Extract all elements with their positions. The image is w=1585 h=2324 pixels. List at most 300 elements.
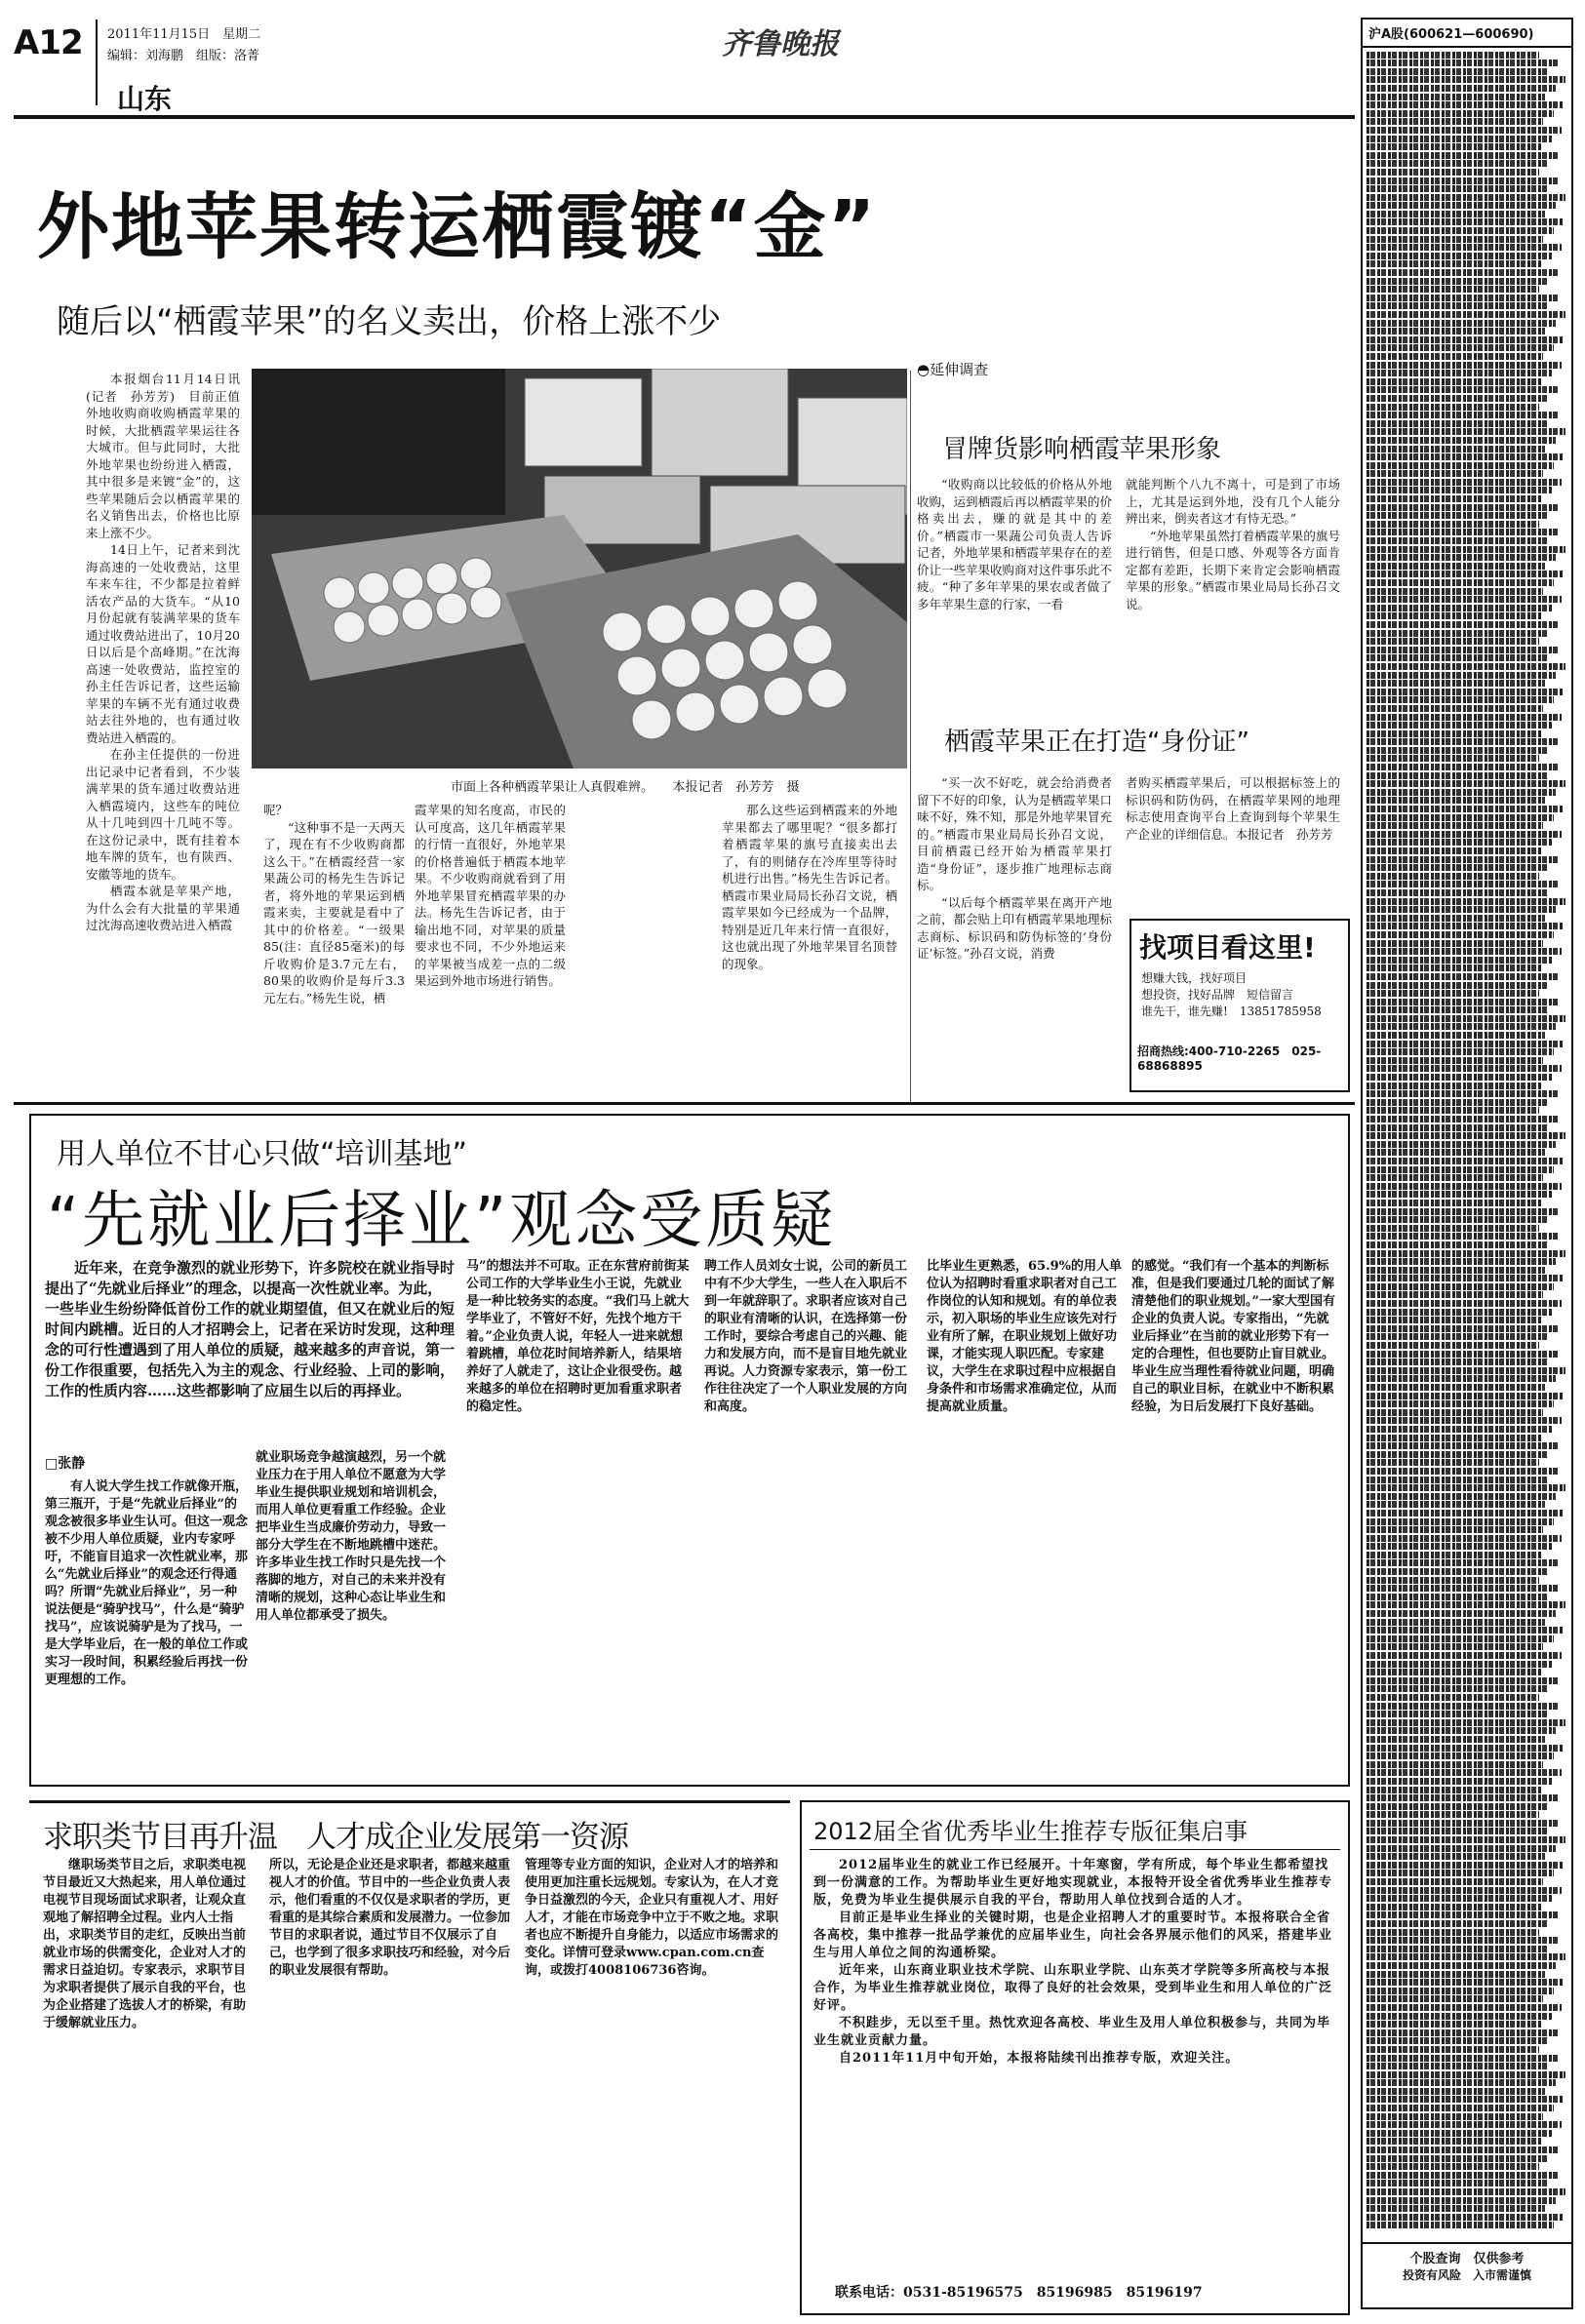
stock-row-texture	[1367, 1459, 1539, 1466]
sidebar-title: 冒牌货影响栖霞苹果形象	[942, 435, 1222, 464]
editors: 编辑：刘海鹏 组版：洛菁	[107, 49, 260, 63]
stock-row-texture	[1367, 1233, 1558, 1240]
story1-col1-para: 14日上午，记者来到沈海高速的一处收费站，这里车来车往，不少都是拉着鲜活农产品的大货车。“从10月份起就有装满苹果的货车通过收费站进出了，10月20日以后是个高峰期。”在沈海高速一处收费站，监控室的孙主任告诉记者，这些运输苹果的车辆不光有通过收费站去往外地的，也有通过收费站进入栖霞的。	[86, 542, 240, 745]
stock-row-texture	[1367, 1023, 1556, 1030]
stock-row-texture	[1367, 1501, 1545, 1508]
stock-row-texture	[1367, 1568, 1549, 1575]
stock-row-texture	[1367, 1870, 1554, 1876]
stock-row-texture	[1367, 1946, 1547, 1952]
story4-para: 自2011年11月中旬开始，本报将陆续刊出推荐专版，欢迎关注。	[839, 2051, 1240, 2066]
story1-col1-para: 本报烟台11月14日讯(记者 孙芳芳) 目前正值外地收购商收购栖霞苹果的时候，大批栖霞苹果运往各大城市。但与此同时，大批外地苹果也纷纷进入栖霞，其中很多是来镀“金”的，这些苹果随后会以栖霞苹果的名义销售出去，价格也比原来上涨不少。	[86, 372, 240, 540]
stock-row-texture	[1367, 940, 1543, 947]
stock-row-texture	[1367, 68, 1547, 75]
stock-row-texture	[1367, 487, 1552, 493]
stock-row-texture	[1367, 789, 1556, 796]
stock-row-texture	[1367, 1351, 1558, 1358]
stock-row-texture	[1367, 1727, 1556, 1734]
stock-row-texture	[1367, 328, 1545, 335]
stock-row-texture	[1367, 278, 1549, 285]
stock-row-texture	[1367, 2205, 1545, 2212]
stock-row-texture	[1367, 537, 1547, 544]
sidebar-title2: 栖霞苹果正在打造“身份证”	[944, 728, 1249, 757]
stock-row-texture	[1367, 1761, 1543, 1768]
stock-row-texture	[1367, 1510, 1564, 1517]
stock-row-texture	[1367, 2105, 1554, 2111]
stock-row-texture	[1367, 772, 1547, 779]
stock-row-texture	[1367, 52, 1539, 59]
stock-row-texture	[1367, 1535, 1562, 1542]
stock-row-texture	[1367, 2096, 1564, 2103]
stock-row-texture	[1367, 386, 1560, 393]
stock-row-texture	[1367, 948, 1562, 955]
stock-footer2: 投资有风险 入市需谨慎	[1402, 2268, 1531, 2282]
stock-row-texture	[1367, 1585, 1558, 1592]
stock-row-texture	[1367, 1778, 1552, 1785]
stock-row-texture	[1367, 1543, 1552, 1550]
stock-row-texture	[1367, 2138, 1541, 2145]
issue-date: 2011年11月15日 星期二	[107, 27, 261, 42]
stock-row-texture	[1367, 110, 1554, 117]
stock-row-texture	[1367, 260, 1541, 267]
stock-row-texture	[1367, 999, 1558, 1005]
story1-col1-para: 在孙主任提供的一份进出记录中记者看到，不少装满苹果的货车通过收费站进入栖霞境内，这些车的吨位从十几吨到四十几吨不等。在这份记录中，既有挂着本地车牌的货车，也有陕西、安徽等地的货车。	[86, 747, 240, 882]
stock-row-texture	[1367, 2063, 1547, 2069]
stock-row-texture	[1367, 143, 1541, 150]
stock-row-texture	[1367, 1275, 1564, 1281]
stock-row-texture	[1367, 118, 1543, 125]
stock-row-texture	[1367, 428, 1565, 435]
story3-top-rule	[29, 1800, 790, 1803]
stock-row-texture	[1367, 311, 1565, 318]
stock-row-texture	[1367, 2147, 1560, 2153]
stock-row-texture	[1367, 1241, 1547, 1248]
story2-headline: “先就业后择业”观念受质疑	[47, 1185, 837, 1257]
stock-row-texture	[1367, 1191, 1552, 1198]
stock-row-texture	[1367, 1291, 1543, 1298]
stock-row-texture	[1367, 2013, 1552, 2020]
stock-rows	[1363, 48, 1571, 2242]
stock-row-texture	[1367, 906, 1556, 913]
stock-row-texture	[1367, 982, 1549, 989]
stock-row-texture	[1367, 847, 1541, 854]
stock-row-texture	[1367, 722, 1552, 729]
stock-row-texture	[1367, 1995, 1543, 2002]
stock-row-texture	[1367, 1099, 1549, 1106]
stock-row-texture	[1367, 1149, 1545, 1156]
masthead-divider	[96, 20, 98, 105]
stock-row-texture	[1367, 1862, 1564, 1869]
stock-row-texture	[1367, 1484, 1565, 1491]
stock-row-texture	[1367, 1669, 1541, 1675]
stock-row-texture	[1367, 1309, 1552, 1316]
stock-row-texture	[1367, 1409, 1543, 1416]
story2-col3: 聘工作人员刘女士说，公司的新员工中有不少大学生，一些人在入职后不到一年就辞职了。求职者应该对自己的职业有清晰的认识，在选择第一份工作时，要综合考虑自己的兴趣、能力和发展方向，而不是盲目地先就业再说。人力资源专家表示，第一份工作往往决定了一个人职业发展的方向和高度。	[704, 1259, 908, 1414]
stock-row-texture	[1367, 462, 1554, 469]
stock-row-texture	[1367, 1601, 1565, 1608]
stock-row-texture	[1367, 362, 1562, 369]
stock-row-texture	[1367, 747, 1549, 754]
sidebar-colC-para: “以后每个栖霞苹果在离开产地之前，都会贴上印有栖霞苹果地理标志商标、标识码和防伪标签的‘身份证’标签。”孙召文说，消费	[917, 894, 1112, 961]
stock-row-texture	[1367, 1057, 1543, 1064]
story4-contact: 联系电话：0531-85196575 85196985 85196197	[835, 2285, 1203, 2301]
stock-row-texture	[1367, 1158, 1564, 1164]
story3-col0: 继职场类节目之后，求职类电视节目最近又大热起来，用人单位通过电视节目现场面试求职者，让观众直观地了解招聘全过程。业内人士指出，求职类节目的走红，反映出当前就业市场的供需变化，企业对人才的需求日益迫切。专家表示，求职节目为求职者提供了展示自我的平台，也为企业搭建了选拔人才的桥梁，有助于缓解就业压力。	[43, 1858, 247, 2030]
stock-row-texture	[1367, 1384, 1545, 1391]
stock-row-texture	[1367, 2188, 1565, 2195]
stock-row-texture	[1367, 1811, 1539, 1818]
ad-title: 找项目看这里!	[1139, 931, 1316, 964]
stock-row-texture	[1367, 218, 1564, 225]
stock-row-texture	[1367, 1468, 1558, 1475]
story1-col1-para: 栖霞本就是苹果产地，为什么会有大批量的苹果通过沈海高速收费站进入栖霞	[86, 884, 240, 932]
stock-row-texture	[1367, 1442, 1560, 1449]
sidebar-colB-para: “外地苹果虽然打着栖霞苹果的旗号进行销售，但是口感、外观等各方面肯定都有差距，长期下来肯定会影响栖霞苹果的形象。”栖霞市果业局局长孙召文说。	[1126, 528, 1340, 611]
stock-row-texture	[1367, 1359, 1547, 1365]
stock-row-texture	[1367, 1769, 1562, 1776]
stock-row-texture	[1367, 202, 1556, 209]
stock-row-texture	[1367, 806, 1564, 812]
stock-row-texture	[1367, 1920, 1549, 1927]
stock-row-texture	[1367, 1183, 1562, 1190]
story1-col2-para: 呢？	[263, 803, 289, 817]
stock-row-texture	[1367, 714, 1562, 721]
stock-row-texture	[1367, 1400, 1554, 1407]
stock-row-texture	[1367, 1895, 1552, 1902]
stock-row-texture	[1367, 1325, 1560, 1332]
stock-row-texture	[1367, 1929, 1539, 1936]
stock-row-texture	[1367, 177, 1558, 184]
stock-row-texture	[1367, 101, 1564, 108]
stock-row-texture	[1367, 1836, 1565, 1843]
story1-headline: 外地苹果转运栖霞镀“金”	[37, 185, 878, 269]
stock-row-texture	[1367, 1074, 1552, 1081]
stock-row-texture	[1367, 404, 1539, 411]
sidebar-colB-para: 就能判断个八九不离十，可是到了市场上，尤其是运到外地，没有几个人能分辨出来，倒卖者这才有恃无恐。”	[1126, 477, 1340, 526]
stock-row-texture	[1367, 420, 1547, 427]
story2-kicker: 用人单位不甘心只做“培训基地”	[57, 1137, 468, 1171]
stock-row-texture	[1367, 1317, 1541, 1323]
apple-boxes-image	[252, 369, 907, 768]
stock-row-texture	[1367, 1032, 1545, 1039]
stock-row-texture	[1367, 1258, 1556, 1265]
stock-row-texture	[1367, 2163, 1539, 2170]
stock-row-texture	[1367, 1803, 1549, 1810]
stock-row-texture	[1367, 244, 1562, 251]
stock-row-texture	[1367, 1141, 1556, 1148]
stock-row-texture	[1367, 1745, 1564, 1752]
stock-row-texture	[1367, 2222, 1554, 2228]
stock-row-texture	[1367, 647, 1558, 653]
sidebar-divider	[910, 371, 911, 1102]
stock-row-texture	[1367, 1200, 1541, 1206]
stock-row-texture	[1367, 1174, 1543, 1181]
sidebar-colD	[1126, 774, 1340, 901]
story1-col3-para: 霞苹果的知名度高，市民的认可度高，这几年栖霞苹果的行情一直很好，外地苹果的价格普遍低于栖霞本地苹果。不少收购商就看到了用外地苹果冒充栖霞苹果的办法。杨先生告诉记者，由于输出地不同，对苹果的质量要求也不同，不少外地运来的苹果被当成差一点的二级果运到外地市场进行销售。	[415, 803, 566, 988]
stock-row-texture	[1367, 764, 1558, 770]
story3-col1: 所以，无论是企业还是求职者，都越来越重视人才的价值。节目中的一些企业负责人表示，他们看重的不仅仅是求职者的学历，更看重的是其综合素质和发展潜力。一位参加节目的求职者说，通过节目不仅展示了自己，也学到了很多求职技巧和经验，对今后的职业发展很有帮助。	[269, 1858, 511, 1978]
stock-row-texture	[1367, 1820, 1558, 1827]
stock-row-texture	[1367, 1787, 1541, 1793]
stock-row-texture	[1367, 512, 1549, 519]
stock-row-texture	[1367, 412, 1558, 418]
stock-row-texture	[1367, 353, 1543, 360]
stock-row-texture	[1367, 1661, 1552, 1668]
ad-hotline: 招商热线:400-710-2265 025-68868895	[1137, 1044, 1322, 1073]
stock-row-texture	[1367, 1937, 1558, 1944]
stock-row-texture	[1367, 554, 1556, 561]
stock-row-texture	[1367, 957, 1552, 964]
stock-row-texture	[1367, 302, 1547, 309]
stock-row-texture	[1367, 923, 1564, 929]
stock-row-texture	[1367, 546, 1565, 553]
stock-row-texture	[1367, 2180, 1547, 2186]
stock-row-texture	[1367, 1333, 1549, 1340]
stock-row-texture	[1367, 1594, 1547, 1600]
stock-row-texture	[1367, 1367, 1565, 1374]
story1-bottom-rule	[14, 1102, 1355, 1105]
story3-headline: 求职类节目再升温 人才成企业发展第一资源	[43, 1820, 628, 1855]
stock-row-texture	[1367, 185, 1547, 192]
stock-row-texture	[1367, 470, 1543, 477]
stock-row-texture	[1367, 1393, 1564, 1399]
stock-row-texture	[1367, 1853, 1545, 1860]
stock-row-texture	[1367, 2004, 1562, 2011]
stock-row-texture	[1367, 1417, 1562, 1424]
story2-col4: 比毕业生更熟悉，65.9%的用人单位认为招聘时看重求职者对自己工作岗位的认知和规划。有的单位表示，初入职场的毕业生应该先对行业有所了解，在职业规划上做好功课，才能实现人职匹配。专家建议，大学生在求职过程中应根据自身条件和市场需求准确定位，从而提高就业质量。	[927, 1259, 1122, 1414]
stock-row-texture	[1367, 1283, 1554, 1290]
stock-row-texture	[1367, 211, 1545, 217]
sidebar-colD-para: 者购买栖霞苹果后，可以根据标签上的标识码和防伪码，在栖霞苹果网的地理标志使用查询平台上查询到每个苹果生产企业的详细信息。本报记者 孙芳芳	[1126, 775, 1340, 842]
story4-body	[813, 1857, 1336, 2266]
story1-col4-para: 那么这些运到栖霞来的外地苹果都去了哪里呢？“很多都打着栖霞苹果的旗号直接卖出去了，有的则储存在冷库里等待时机进行出售。”杨先生告诉记者。栖霞市果业局局长孙召文说，栖霞苹果如今已经成为一个品牌，特别是近几年来行情一直很好，这也就出现了外地苹果冒名顶替的现象。	[722, 803, 897, 971]
stock-row-texture	[1367, 2055, 1558, 2062]
sidebar-tag-label: 延伸调查	[930, 361, 989, 378]
stock-row-texture	[1367, 612, 1541, 619]
stock-row-texture	[1367, 253, 1552, 259]
stock-row-texture	[1367, 881, 1558, 887]
story1-col3	[415, 802, 566, 1094]
stock-row-texture	[1367, 2029, 1560, 2036]
story2-col2: 马”的想法并不可取。正在东营府前街某公司工作的大学毕业生小王说，先就业是一种比较务实的态度。“我们马上就大学毕业了，不管好不好，先找个地方干着。”企业负责人说，年轻人一进来就想着跳槽，单位花时间培养新人，结果培养好了人就走了，这让企业很受伤。越来越多的单位在招聘时更加看重求职者的稳定性。	[466, 1259, 690, 1414]
stock-row-texture	[1367, 269, 1560, 276]
stock-row-texture	[1367, 370, 1552, 376]
stock-row-texture	[1367, 965, 1541, 971]
stock-row-texture	[1367, 1451, 1549, 1458]
stock-row-texture	[1367, 814, 1554, 821]
stock-row-texture	[1367, 1132, 1565, 1139]
sidebar-colA	[917, 476, 1112, 729]
stock-row-texture	[1367, 680, 1545, 687]
sidebar-tag	[917, 359, 988, 379]
stock-row-texture	[1367, 856, 1560, 863]
stock-row-texture	[1367, 295, 1558, 301]
stock-row-texture	[1367, 621, 1560, 628]
story1-col1	[86, 371, 240, 1094]
stock-row-texture	[1367, 1559, 1560, 1566]
stock-row-texture	[1367, 1988, 1554, 1994]
stock-row-texture	[1367, 689, 1564, 695]
story2-col1: 就业职场竞争越演越烈，另一个就业压力在于用人单位不愿意为大学毕业生提供职业规划和培训机会，而用人单位更看重工作经验。企业把毕业生当成廉价劳动力，导致一部分大学生在不断地跳槽中迷茫。许多毕业生找工作时只是先找一个落脚的地方，对自己的未来并没有清晰的规划，这种心态让毕业生和用人单位都承受了损失。	[256, 1450, 447, 1623]
stock-row-texture	[1367, 1225, 1539, 1232]
stock-row-texture	[1367, 864, 1549, 871]
stock-row-texture	[1367, 453, 1564, 460]
brand-logo: 齐鲁晚报	[722, 27, 839, 61]
stock-row-texture	[1367, 2214, 1564, 2221]
stock-row-texture	[1367, 236, 1543, 243]
stock-row-texture	[1367, 1619, 1545, 1626]
stock-row-texture	[1367, 1216, 1549, 1223]
stock-row-texture	[1367, 1652, 1562, 1659]
stock-row-texture	[1367, 730, 1541, 737]
stock-row-texture	[1367, 227, 1554, 234]
story2-byline: □张静	[45, 1456, 86, 1472]
stock-row-texture	[1367, 1911, 1560, 1918]
stock-row-texture	[1367, 1267, 1545, 1274]
stock-row-texture	[1367, 605, 1552, 611]
stock-row-texture	[1367, 1971, 1545, 1978]
stock-row-texture	[1367, 437, 1556, 444]
stock-row-texture	[1367, 654, 1547, 661]
stock-row-texture	[1367, 873, 1539, 880]
stock-row-texture	[1367, 1083, 1541, 1089]
stock-row-texture	[1367, 286, 1539, 293]
stock-row-texture	[1367, 344, 1554, 351]
stock-row-texture	[1367, 378, 1541, 385]
stock-row-texture	[1367, 1694, 1539, 1701]
stock-row-texture	[1367, 2113, 1543, 2120]
stock-row-texture	[1367, 563, 1545, 570]
stock-row-texture	[1367, 780, 1565, 787]
stock-row-texture	[1367, 672, 1556, 679]
stock-row-texture	[1367, 136, 1552, 142]
stock-row-texture	[1367, 1719, 1565, 1726]
stock-row-texture	[1367, 127, 1562, 134]
story2-col5: 的感觉。“我们有一个基本的判断标准，但是我们要通过几轮的面试了解清楚他们的职业规划。”一家大型国有企业的负责人说。专家指出，“先就业后择业”在当前的就业形势下有一定的合理性，但也要防止盲目就业。毕业生应当理性看待就业问题，明确自己的职业目标，在就业中不断积累经验，为日后发展打下良好基础。	[1131, 1259, 1335, 1414]
stock-row-texture	[1367, 1711, 1547, 1717]
stock-row-texture	[1367, 94, 1545, 100]
stock-row-texture	[1367, 2021, 1541, 2028]
stock-row-texture	[1367, 160, 1549, 167]
stock-row-texture	[1367, 2121, 1562, 2128]
stock-row-texture	[1367, 2046, 1539, 2053]
story1-col4	[722, 802, 897, 1094]
sidebar-colB	[1126, 476, 1340, 729]
stock-row-texture	[1367, 1526, 1543, 1533]
stock-row-texture	[1367, 59, 1558, 66]
stock-row-texture	[1367, 638, 1539, 645]
stock-row-texture	[1367, 1065, 1562, 1072]
stock-row-texture	[1367, 1887, 1562, 1894]
stock-row-texture	[1367, 2088, 1545, 2095]
ad-line2: 想投资，找好品牌 短信留言	[1141, 988, 1294, 1002]
story4-headline-rule	[810, 1849, 1340, 1850]
ad-line1: 想赚大钱，找好项目	[1141, 971, 1248, 985]
story1-col2	[263, 802, 405, 1094]
stock-row-texture	[1367, 1518, 1554, 1525]
stock-row-texture	[1367, 2130, 1552, 2137]
stock-row-texture	[1367, 1552, 1541, 1558]
stock-row-texture	[1367, 2079, 1556, 2086]
story4-headline: 2012届全省优秀毕业生推荐专版征集启事	[813, 1818, 1248, 1845]
stock-row-texture	[1367, 2071, 1565, 2078]
stock-row-texture	[1367, 1635, 1554, 1642]
story4-para: 近年来，山东商业职业技术学院、山东职业学院、山东英才学院等多所高校与本报合作，为毕业生推荐就业岗位，取得了良好的社会效果，受到毕业生和用人单位的广泛好评。	[813, 1963, 1333, 2013]
stock-row-texture	[1367, 1736, 1545, 1743]
stock-row-texture	[1367, 446, 1545, 453]
stock-row-texture	[1367, 169, 1539, 176]
stock-row-texture	[1367, 1828, 1547, 1834]
stock-row-texture	[1367, 194, 1565, 201]
stock-row-texture	[1367, 1375, 1556, 1382]
story1-subhead: 随后以“栖霞苹果”的名义卖出，价格上涨不少	[57, 302, 722, 341]
stock-row-texture	[1367, 1342, 1539, 1349]
stock-row-texture	[1367, 504, 1560, 511]
story2-lede: 近年来，在竞争激烈的就业形势下，许多院校在就业指导时提出了“先就业后择业”的理念，以提高一次性就业率。为此，一些毕业生纷纷降低首份工作的就业期望值，但又在就业后的短时间内跳槽。近日的人才招聘会上，记者在采访时发现，这种理念的可行性遭遇到了用人单位的质疑，越来越多的声音说，第一份工作很重要，包括先入为主的观念、行业经验、上司的影响，工作的性质内容……这些都影响了应届生以后的再择业。	[45, 1259, 455, 1399]
stock-row-texture	[1367, 1048, 1554, 1055]
stock-row-texture	[1367, 2172, 1558, 2179]
story2-col0: 有人说大学生找工作就像开瓶，第三瓶开，于是“先就业后择业”的观念被很多毕业生认可。但这一观念被不少用人单位质疑，业内专家呼吁，不能盲目追求一次性就业率，那么“先就业后择业”的观念还行得通吗？所谓“先就业后择业”，另一种说法便是“骑驴找马”，什么是“骑驴找马”，应该说骑驴是为了找马，一是大学毕业后，在一般的单位工作或实习一段时间，积累经验后再找一份更理想的工作。	[45, 1479, 248, 1687]
stock-row-texture	[1367, 822, 1543, 829]
stock-row-texture	[1367, 1753, 1554, 1759]
stock-row-texture	[1367, 839, 1552, 846]
stock-row-texture	[1367, 76, 1565, 83]
stock-row-texture	[1367, 1006, 1547, 1013]
story3-col2: 管理等专业方面的知识，企业对人才的培养和使用更加注重长远规划。专家认为，在人才竞争日益激烈的今天，企业只有重视人才、用好人才，才能在市场竞争中立于不败之地。求职者也应不断提升自身能力，以适应市场需求的变化。详情可登录www.cpan.com.cn查询，或拨打4008106736咨询。	[525, 1858, 778, 1978]
stock-row-texture	[1367, 1477, 1547, 1483]
stock-row-texture	[1367, 1610, 1556, 1617]
stock-row-texture	[1367, 1124, 1547, 1131]
stock-row-texture	[1367, 596, 1562, 603]
stock-row-texture	[1367, 1041, 1564, 1047]
stock-row-texture	[1367, 1878, 1543, 1885]
stock-row-texture	[1367, 990, 1539, 997]
story4-para: 目前正是毕业生择业的关键时期，也是企业招聘人才的重要时节。本报将联合全省各高校，集中推荐一批品学兼优的应届毕业生，向社会各界展示他们的风采，搭建毕业生与用人单位之间的沟通桥梁。	[813, 1910, 1333, 1960]
stock-row-texture	[1367, 1090, 1560, 1097]
stock-row-texture	[1367, 1794, 1560, 1801]
stock-row-texture	[1367, 2197, 1556, 2204]
stock-row-texture	[1367, 696, 1554, 703]
stock-row-texture	[1367, 1300, 1562, 1307]
project-ad	[1129, 919, 1350, 1092]
ad-line3: 谁先干，谁先赚! 13851785958	[1141, 1004, 1322, 1018]
stock-row-texture	[1367, 320, 1556, 327]
stock-row-texture	[1367, 630, 1549, 637]
sidebar-colC	[917, 774, 1112, 1096]
stock-row-texture	[1367, 1845, 1556, 1852]
stock-row-texture	[1367, 738, 1560, 745]
stock-row-texture	[1367, 705, 1543, 712]
stock-row-texture	[1367, 395, 1549, 402]
stock-row-texture	[1367, 1208, 1560, 1215]
stock-row-texture	[1367, 797, 1545, 804]
stock-row-texture	[1367, 1107, 1539, 1114]
bullet-icon: ◓	[917, 361, 931, 378]
page-number: A12	[14, 23, 83, 62]
stock-row-texture	[1367, 755, 1539, 762]
stock-row-texture	[1367, 479, 1562, 486]
stock-row-texture	[1367, 2155, 1549, 2162]
stock-row-texture	[1367, 1953, 1565, 1960]
stock-row-texture	[1367, 1962, 1556, 1969]
stock-row-texture	[1367, 1015, 1565, 1022]
stock-row-texture	[1367, 2037, 1549, 2044]
stock-header: 沪A股(600621—600690)	[1363, 20, 1571, 48]
stock-row-texture	[1367, 1643, 1543, 1650]
photo-caption: 市面上各种栖霞苹果让人真假难辨。 本报记者 孙芳芳 摄	[451, 780, 800, 795]
stock-row-texture	[1367, 1493, 1556, 1500]
stock-row-texture	[1367, 889, 1547, 896]
apple-market-photo	[252, 369, 907, 768]
